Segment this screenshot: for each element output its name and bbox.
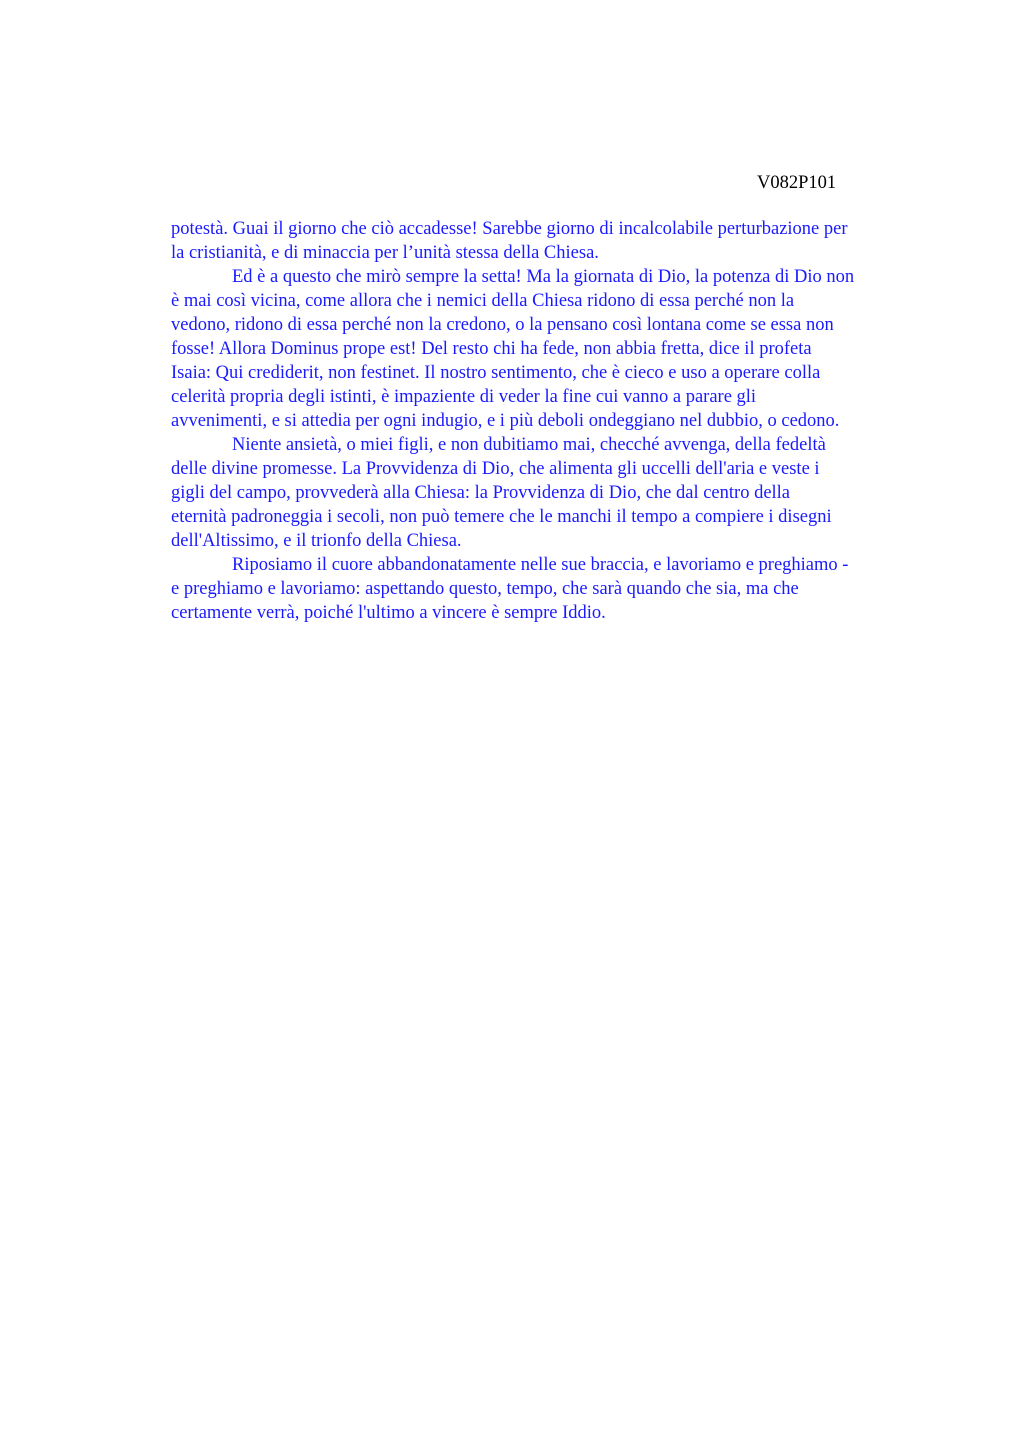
text-line: avvenimenti, e si attedia per ogni indugio, e i più deboli ondeggiano nel dubbio, o cedono. (171, 411, 840, 431)
text-line: potestà. Guai il giorno che ciò accadesse! Sarebbe giorno di incalcolabile perturbazione per (171, 219, 848, 239)
text-line: delle divine promesse. La Provvidenza di Dio, che alimenta gli uccelli dell'aria e veste i (171, 459, 820, 479)
text-line: Isaia: Qui crediderit, non festinet. Il nostro sentimento, che è cieco e uso a operare colla (171, 363, 821, 383)
text-line: gigli del campo, provvederà alla Chiesa: la Provvidenza di Dio, che dal centro della (171, 483, 791, 503)
page-identifier: V082P101 (757, 173, 837, 193)
text-line: è mai così vicina, come allora che i nemici della Chiesa ridono di essa perché non la (171, 291, 795, 311)
text-line: dell'Altissimo, e il trionfo della Chiesa. (171, 531, 462, 551)
paragraph-start-line: Riposiamo il cuore abbandonatamente nelle sue braccia, e lavoriamo e preghiamo - (232, 555, 849, 575)
text-line: fosse! Allora Dominus prope est! Del resto chi ha fede, non abbia fretta, dice il profeta (171, 339, 812, 359)
text-line: celerità propria degli istinti, è impaziente di veder la fine cui vanno a parare gli (171, 387, 757, 407)
text-line: la cristianità, e di minaccia per l’unità stessa della Chiesa. (171, 243, 599, 263)
text-line: certamente verrà, poiché l'ultimo a vincere è sempre Iddio. (171, 603, 606, 623)
paragraph-start-line: Ed è a questo che mirò sempre la setta! Ma la giornata di Dio, la potenza di Dio non (232, 267, 855, 287)
text-line: e preghiamo e lavoriamo: aspettando questo, tempo, che sarà quando che sia, ma che (171, 579, 799, 599)
text-line: eternità padroneggia i secoli, non può temere che le manchi il tempo a compiere i disegni (171, 507, 832, 527)
document-body (171, 217, 931, 625)
text-line: vedono, ridono di essa perché non la credono, o la pensano così lontana come se essa non (171, 315, 834, 335)
paragraph-start-line: Niente ansietà, o miei figli, e non dubitiamo mai, checché avvenga, della fedeltà (232, 435, 826, 455)
